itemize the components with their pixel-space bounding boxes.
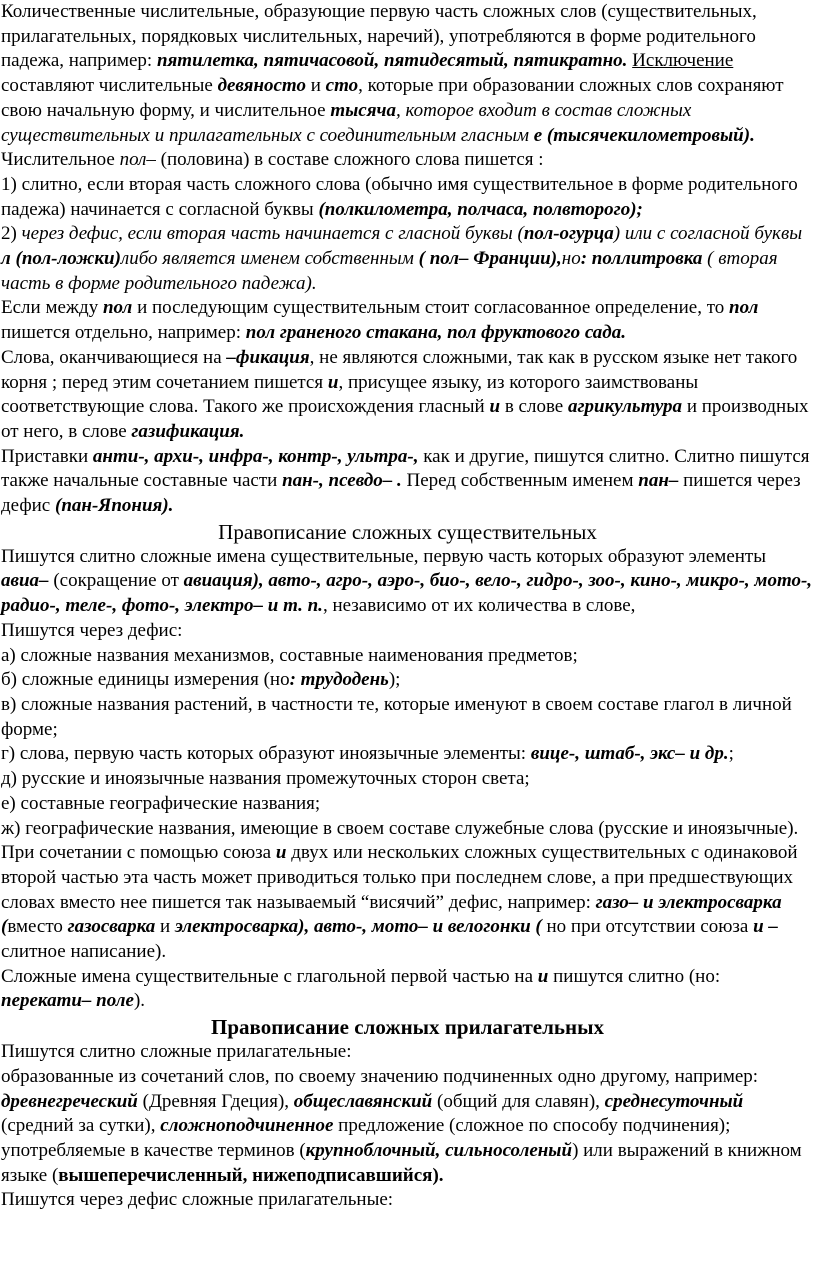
example-text: общеславянский: [293, 1090, 433, 1112]
example-text: и: [489, 396, 501, 418]
example-text: и –: [753, 916, 778, 938]
list-item-b: [1, 668, 814, 693]
text: пишутся слитно (но:: [548, 965, 721, 987]
example-text: (полкилометра, полчаса, полвторого);: [318, 198, 643, 220]
text: , которые при образовании сложных слов сохраняют свою начальную форму, и числительное: [1, 75, 784, 121]
text: ) или с согласной буквы: [613, 223, 803, 245]
text: ;: [728, 743, 734, 765]
list-item-g: [1, 742, 814, 767]
example-text: крупноблочный, сильносоленый: [305, 1139, 573, 1161]
list-item-a: а) сложные названия механизмов, составные наименования предметов;: [1, 644, 578, 666]
paragraph-numerals-genitive: [1, 0, 814, 148]
text: , независимо от их количества в слове,: [322, 595, 636, 617]
text: и: [155, 916, 175, 938]
example-text: и: [327, 371, 339, 393]
text: ж) географические названия, имеющие в своем составе служебные слова (русские и иноязычные). При сочетании с помощью союза: [1, 817, 799, 864]
example-text: сто: [325, 75, 359, 97]
text: Перед собственным именем: [401, 470, 639, 492]
text: );: [388, 669, 401, 691]
text: и: [305, 75, 326, 97]
example-text: древнегреческий: [1, 1090, 138, 1112]
example-text: вышеперечисленный, нижеподписавшийся).: [58, 1164, 444, 1186]
example-text: сложноподчиненное: [160, 1115, 334, 1137]
paragraph-nouns-together: [1, 545, 814, 619]
paragraph-pol-rule-2: [1, 222, 814, 296]
list-item-v: в) сложные названия растений, в частности те, которые именуют в своем составе глагол в личной форме;: [1, 693, 792, 740]
example-text: газосварка: [67, 916, 156, 938]
example-text: газификация.: [131, 420, 245, 442]
example-text: тысяча: [330, 99, 396, 121]
example-text: пол: [102, 297, 133, 319]
text: в слове: [500, 396, 568, 418]
text: употребляемые в качестве терминов (: [1, 1139, 306, 1161]
example-text: : поллитровка: [580, 248, 703, 270]
text: (средний за сутки),: [1, 1115, 161, 1137]
text: через дефис, если вторая часть начинается с гласной буквы (: [21, 223, 524, 245]
text: либо является именем собственным: [120, 248, 419, 270]
text: , не являются сложными, так как в русском языке нет такого корня ; перед этим сочетанием пишется: [1, 346, 798, 393]
paragraph-prefixes: [1, 445, 814, 519]
example-text: пан-, псевдо– .: [282, 470, 402, 492]
text: ( вторая часть в форме родительного падежа).: [1, 248, 778, 294]
text: (Древняя Гдеция),: [137, 1090, 294, 1112]
text: Если между: [1, 297, 103, 319]
example-text: авиа–: [1, 570, 49, 592]
text: Количественные числительные, образующие первую часть сложных слов (существительных, прилагательных, порядковых числительных, наречий), употребляются в форме родительного падежа, например:: [1, 1, 757, 72]
example-text: агрикультура: [568, 396, 683, 418]
text: вместо: [7, 916, 68, 938]
text: пишется через дефис: [1, 470, 801, 517]
example-text: е (тысячекилометровый).: [533, 124, 755, 146]
text: как и другие, пишутся слитно. Слитно пишутся также начальные составные части: [1, 445, 810, 492]
text: ) или выражений в книжном языке (: [1, 1139, 802, 1186]
example-text: пятилетка, пятичасовой, пятидесятый, пятикратно: [156, 50, 623, 72]
text: предложение (сложное по способу подчинения);: [333, 1115, 731, 1137]
text: но при отсутствии союза: [541, 916, 754, 938]
paragraph-adjectives-subordinate: [1, 1065, 814, 1139]
text: (половина) в составе сложного слова пишется :: [155, 149, 544, 171]
text: и производных от него, в слове: [1, 396, 809, 442]
text: 1) слитно, если вторая часть сложного слова (обычно имя существительное в форме родительного падежа) начинается с согласной буквы: [1, 173, 798, 220]
list-item-e: е) составные географические названия;: [1, 792, 321, 814]
paragraph-adjectives-terms: [1, 1139, 814, 1188]
text: но: [561, 248, 581, 270]
section-heading-adjectives: Правописание сложных прилагательных: [211, 1015, 604, 1040]
text: образованные из сочетаний слов, по своему значению подчиненных одно другому, например:: [1, 1065, 759, 1087]
example-text: среднесуточный: [604, 1090, 744, 1112]
example-text: (пан-Япония).: [55, 495, 174, 517]
text: Слова, оканчивающиеся на: [1, 346, 227, 368]
example-text: –фикация: [226, 346, 310, 368]
example-text: вице-, штаб-, экс– и др.: [530, 743, 729, 765]
text: .: [622, 50, 633, 72]
paragraph-pol-rule-1: [1, 173, 814, 222]
text: Пишутся слитно сложные имена существительные, первую часть которых образуют элементы: [1, 545, 767, 567]
example-text: л (пол-ложки): [1, 248, 121, 270]
list-item-zh: [1, 817, 814, 965]
text: составляют числительные: [1, 75, 218, 97]
text: г) слова, первую часть которых образуют иноязычные элементы:: [1, 743, 531, 765]
text: Сложные имена существительные с глагольной первой частью на: [1, 965, 538, 987]
text: и последующим существительным стоит согласованное определение, то: [132, 297, 729, 319]
example-text: пол–: [119, 149, 156, 171]
example-text: газо– и электросварка (: [1, 891, 782, 938]
example-text: : трудодень: [289, 669, 389, 691]
example-text: и: [275, 842, 287, 864]
example-text: перекати– поле: [1, 990, 134, 1012]
paragraph-verbal-first-part: [1, 965, 814, 1014]
text: двух или нескольких сложных существительных с одинаковой второй частью эта часть может приводиться только при последнем слове, а при предшествующих словах вместо нее пишется так называемый “висячий” дефис, например:: [1, 842, 798, 913]
text: Приставки: [1, 445, 93, 467]
paragraph-hyphen-intro: Пишутся через дефис:: [1, 619, 183, 641]
example-text: авиация), авто-, агро-, аэро-, био-, вело-, гидро-, зоо-, кино-, микро-, мото-, радио-, теле-, фото-, электро– и т. п.: [1, 570, 813, 617]
text: 2): [1, 223, 22, 245]
paragraph-adjectives-hyphen: Пишутся через дефис сложные прилагательные:: [1, 1189, 394, 1211]
text: слитное написание).: [1, 941, 167, 963]
example-text: пол-огурца: [523, 223, 614, 245]
example-text: пан–: [638, 470, 679, 492]
text: , присущее языку, из которого заимствованы соответствующие слова. Такого же происхождения гласный: [1, 371, 699, 418]
text: (общий для славян),: [432, 1090, 605, 1112]
paragraph-pol-intro: [1, 148, 814, 173]
text: б) сложные единицы измерения (но: [1, 669, 290, 691]
paragraph-fikaciya: [1, 346, 814, 445]
underlined-text: Исключение: [632, 50, 734, 72]
text: , которое входит в состав сложных существительных и прилагательных с соединительным гласным: [1, 99, 692, 146]
text: (сокращение от: [48, 570, 184, 592]
paragraph-pol-separate: [1, 296, 814, 345]
example-text: и: [537, 965, 549, 987]
text: пишется отдельно, например:: [1, 322, 246, 344]
text: Числительное: [1, 149, 120, 171]
section-heading-nouns: Правописание сложных существительных: [218, 519, 597, 544]
example-text: девяносто: [217, 75, 306, 97]
paragraph-adjectives-together: Пишутся слитно сложные прилагательные:: [1, 1041, 352, 1063]
example-text: ( пол– Франции),: [418, 248, 562, 270]
text: ).: [133, 990, 146, 1012]
example-text: пол: [729, 297, 759, 319]
example-text: анти-, архи-, инфра-, контр-, ультра-,: [92, 445, 419, 467]
example-text: электросварка), авто-, мото– и велогонки (: [174, 916, 542, 938]
example-text: пол граненого стакана, пол фруктового сада.: [245, 322, 626, 344]
list-item-d: д) русские и иноязычные названия промежуточных сторон света;: [1, 768, 530, 790]
